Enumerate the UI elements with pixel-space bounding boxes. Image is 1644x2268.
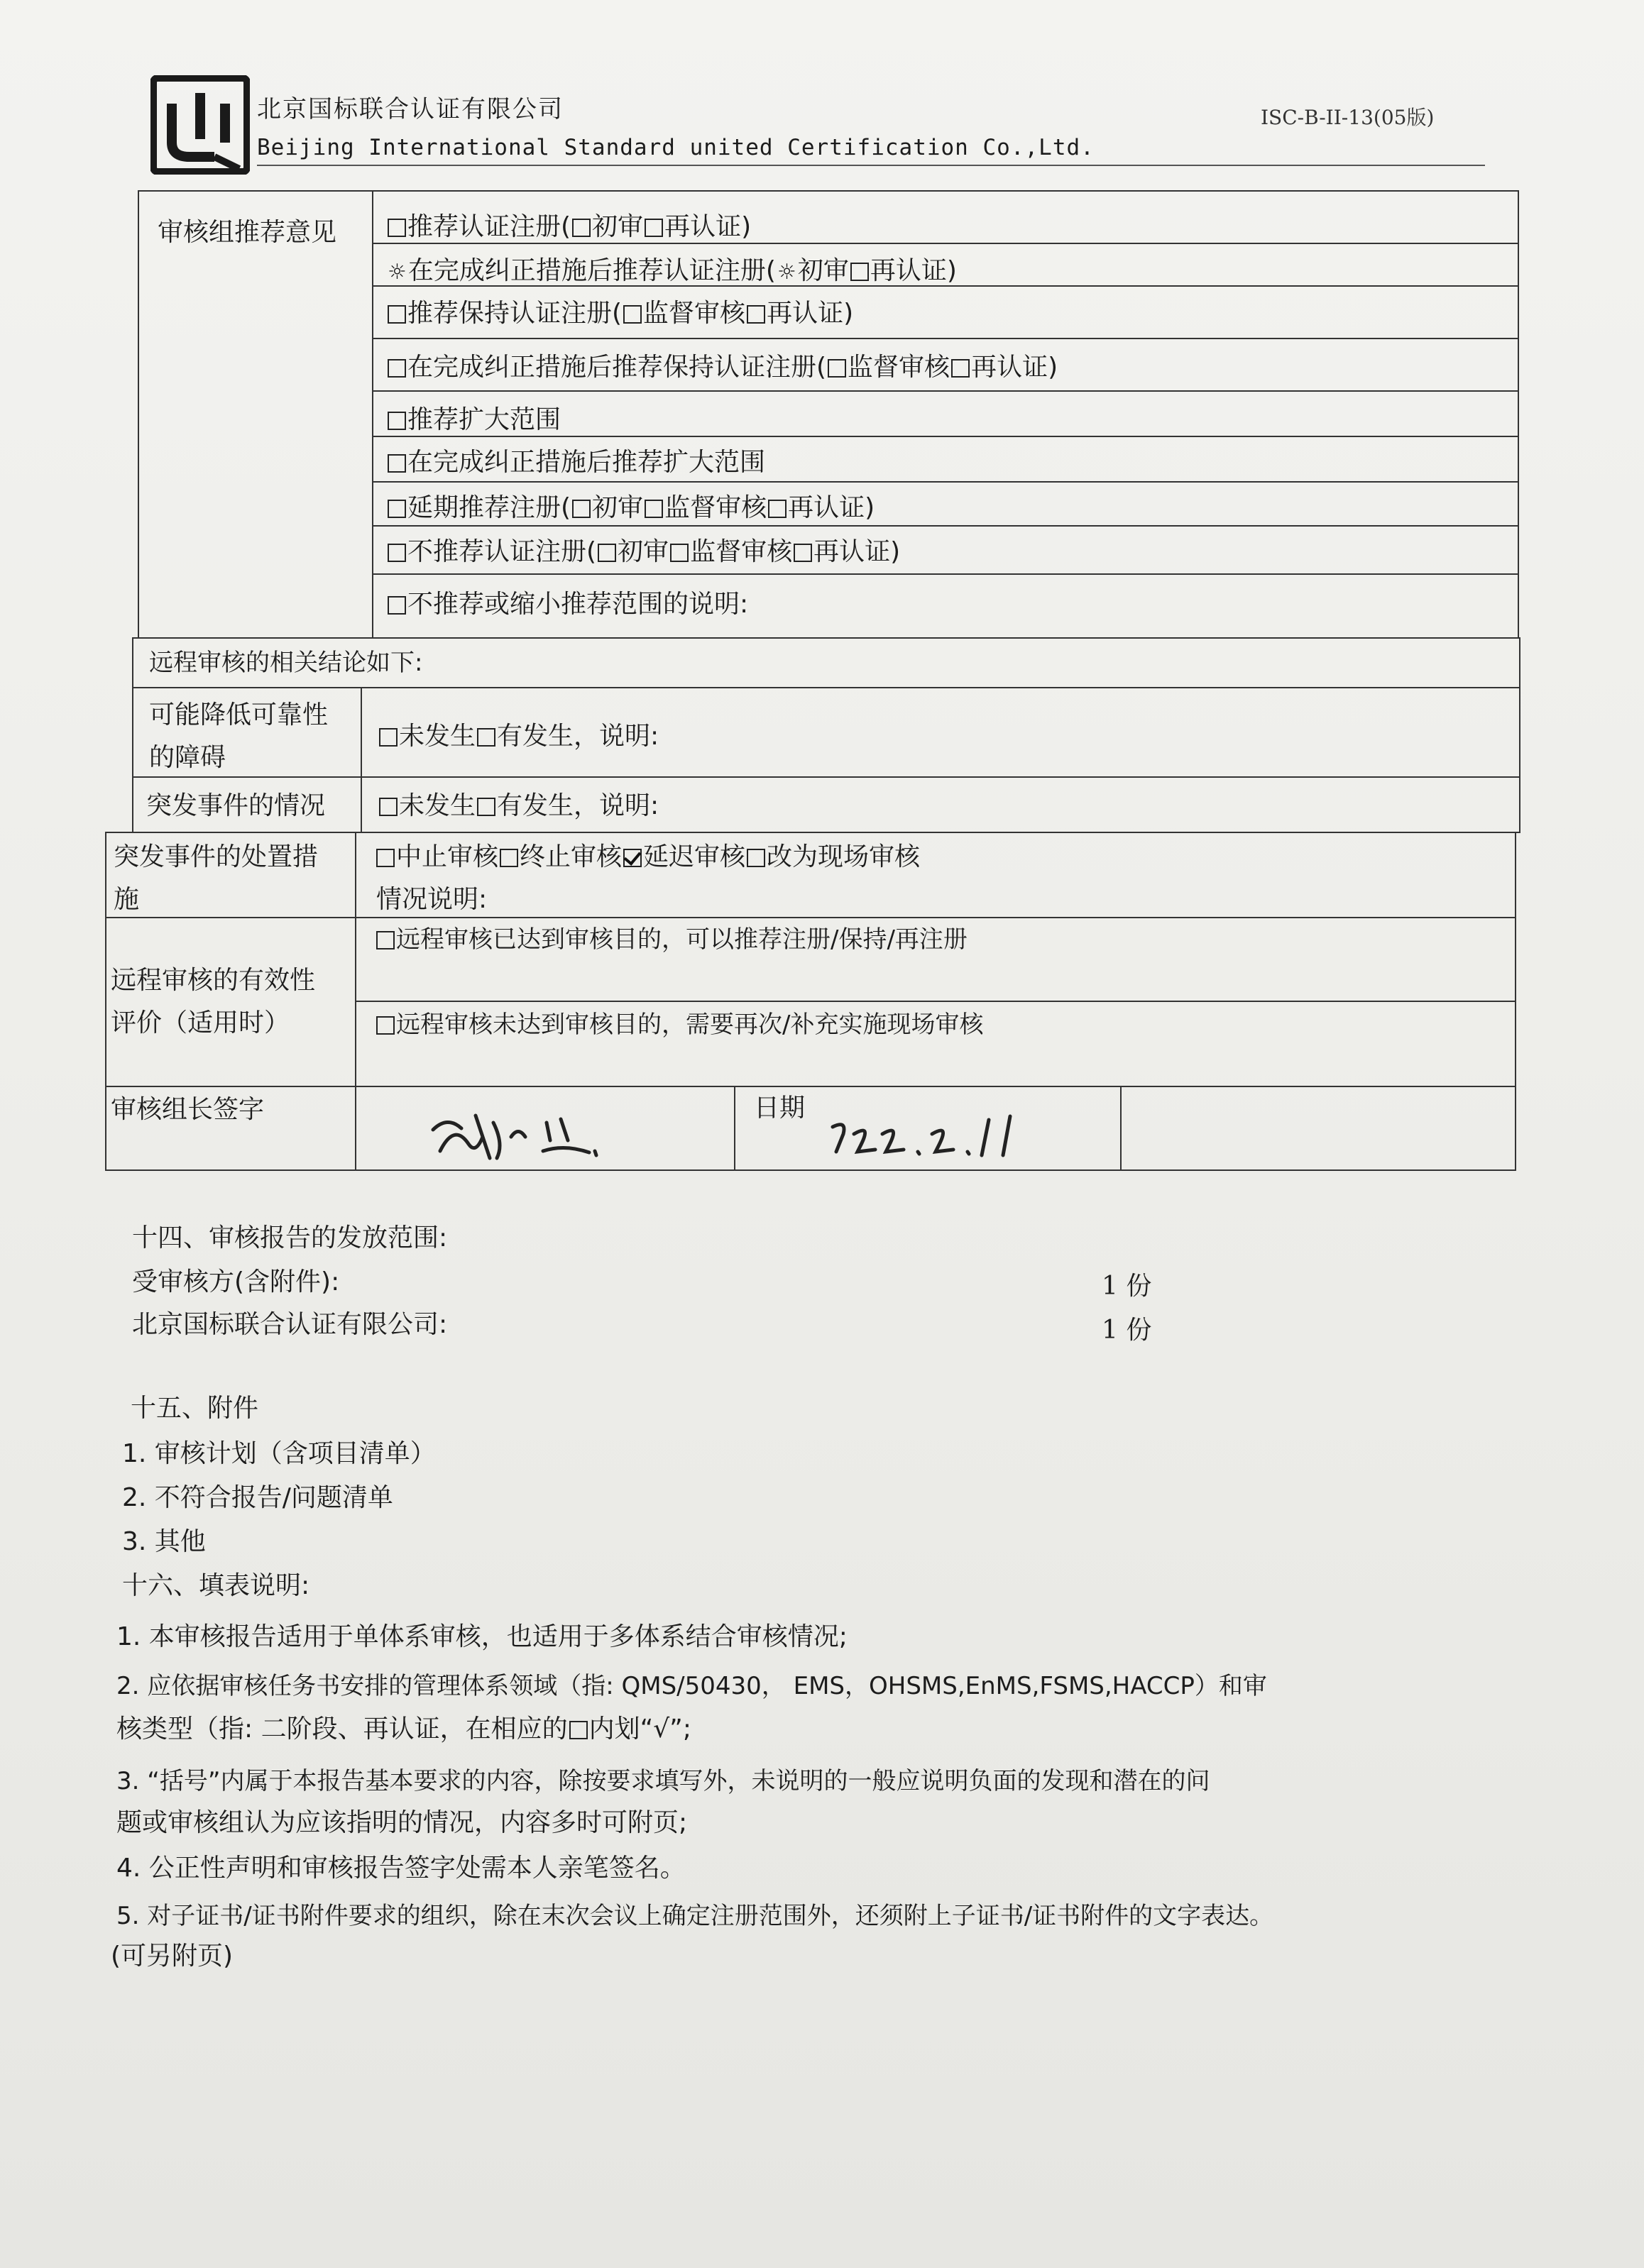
option-checkbox[interactable] bbox=[598, 544, 616, 562]
validity-label-cont: 评价（适用时） bbox=[111, 1008, 290, 1037]
validity-no: 远程审核未达到审核目的，需要再次/补充实施现场审核 bbox=[375, 1011, 983, 1040]
isc-logo-icon bbox=[150, 75, 250, 175]
checkbox-not-occurred-2[interactable] bbox=[379, 798, 398, 816]
date-label: 日期 bbox=[754, 1094, 806, 1123]
option-checkbox[interactable] bbox=[747, 305, 765, 324]
recommend-item: 推荐保持认证注册( 监督审核 再认证) bbox=[386, 298, 853, 329]
validity-label: 远程审核的有效性 bbox=[111, 966, 316, 995]
validity-yes: 远程审核已达到审核目的，可以推荐注册/保持/再注册 bbox=[375, 925, 968, 954]
obstacle-label-cont: 的障碍 bbox=[149, 743, 226, 772]
measure-label-cont: 施 bbox=[114, 885, 140, 914]
leader-sign-label: 审核组长签字 bbox=[111, 1095, 265, 1124]
measure-note: 情况说明: bbox=[376, 885, 488, 914]
instruction-3b: 题或审核组认为应该指明的情况，内容多时可附页; bbox=[116, 1808, 688, 1837]
option-checkbox[interactable] bbox=[850, 263, 869, 281]
checkbox-validity-yes[interactable] bbox=[376, 931, 395, 949]
recommend-item: 在完成纠正措施后推荐扩大范围 bbox=[386, 447, 765, 478]
distribution-qty-1: 1 份 bbox=[1102, 1272, 1152, 1301]
checkbox-occurred[interactable] bbox=[477, 728, 495, 747]
checkbox-occurred-2[interactable] bbox=[477, 798, 495, 816]
sun-mark-icon[interactable]: ☼ bbox=[388, 260, 407, 285]
instruction-5a: 5. 对子证书/证书附件要求的组织，除在末次会议上确定注册范围外，还须附上子证书/证书附件的文字表达。 bbox=[116, 1902, 1274, 1930]
recommend-checkbox[interactable] bbox=[388, 412, 406, 430]
remote-title: 远程审核的相关结论如下: bbox=[149, 649, 423, 677]
distribution-qty-2: 1 份 bbox=[1102, 1316, 1152, 1345]
recommend-item: 延期推荐注册( 初审 监督审核 再认证) bbox=[386, 492, 875, 523]
emergency-options: 未发生 有发生，说明: bbox=[378, 791, 659, 821]
recommend-item: 不推荐或缩小推荐范围的说明: bbox=[386, 589, 748, 620]
recommend-checkbox[interactable] bbox=[388, 359, 406, 378]
instruction-4: 4. 公正性声明和审核报告签字处需本人亲笔签名。 bbox=[116, 1854, 686, 1883]
recommend-item: 不推荐认证注册( 初审 监督审核 再认证) bbox=[386, 536, 900, 567]
instructions-title: 十六、填表说明: bbox=[122, 1571, 310, 1600]
instruction-2b: 核类型（指: 二阶段、再认证，在相应的 内划“√”; bbox=[116, 1714, 691, 1744]
sun-mark-icon[interactable]: ☼ bbox=[777, 260, 796, 285]
measure-checkbox[interactable] bbox=[376, 849, 395, 867]
attachment-item-3: 3. 其他 bbox=[122, 1527, 206, 1556]
measure-checkbox[interactable] bbox=[747, 849, 765, 867]
attachment-item-1: 1. 审核计划（含项目清单） bbox=[122, 1439, 436, 1468]
company-name-en: Beijing International Standard united Certification Co.,Ltd. bbox=[257, 135, 1095, 160]
option-checkbox[interactable] bbox=[572, 500, 591, 518]
checkbox-not-occurred[interactable] bbox=[379, 728, 398, 747]
option-checkbox[interactable] bbox=[645, 500, 663, 518]
recommend-item: 推荐认证注册( 初审 再认证) bbox=[386, 211, 751, 242]
obstacle-options: 未发生 有发生，说明: bbox=[378, 721, 659, 752]
handwritten-date bbox=[829, 1113, 1042, 1162]
option-checkbox[interactable] bbox=[794, 544, 812, 562]
distribution-row-2: 北京国标联合认证有限公司: bbox=[132, 1310, 448, 1339]
distribution-title: 十四、审核报告的发放范围: bbox=[132, 1223, 448, 1253]
measure-checkbox[interactable] bbox=[623, 849, 642, 867]
measure-label: 突发事件的处置措 bbox=[114, 842, 319, 871]
header-rule bbox=[257, 165, 1485, 166]
recommend-item: ☼在完成纠正措施后推荐认证注册(☼初审 再认证) bbox=[388, 256, 957, 285]
distribution-row-1: 受审核方(含附件): bbox=[132, 1267, 340, 1297]
instruction-3a: 3. “括号”内属于本报告基本要求的内容，除按要求填写外，未说明的一般应说明负面的发现和潜在的问 bbox=[116, 1767, 1210, 1795]
option-checkbox[interactable] bbox=[623, 305, 642, 324]
option-checkbox[interactable] bbox=[768, 500, 787, 518]
obstacle-label: 可能降低可靠性 bbox=[149, 700, 329, 730]
leader-signature bbox=[426, 1101, 610, 1165]
instruction-5b: (可另附页) bbox=[111, 1942, 234, 1971]
attachment-item-2: 2. 不符合报告/问题清单 bbox=[122, 1483, 393, 1512]
example-checkbox bbox=[569, 1721, 588, 1739]
measure-options: 中止审核 终止审核 延迟审核 改为现场审核 bbox=[375, 842, 920, 872]
emergency-label: 突发事件的情况 bbox=[146, 791, 326, 820]
measure-checkbox[interactable] bbox=[500, 849, 518, 867]
recommend-item: 推荐扩大范围 bbox=[386, 404, 561, 435]
recommend-checkbox[interactable] bbox=[388, 500, 406, 518]
recommend-checkbox[interactable] bbox=[388, 596, 406, 615]
company-name-cn: 北京国标联合认证有限公司 bbox=[257, 95, 564, 123]
recommend-checkbox[interactable] bbox=[388, 544, 406, 562]
recommend-checkbox[interactable] bbox=[388, 219, 406, 237]
option-checkbox[interactable] bbox=[670, 544, 689, 562]
attachments-title: 十五、附件 bbox=[131, 1394, 259, 1423]
recommend-checkbox[interactable] bbox=[388, 305, 406, 324]
document-code: ISC-B-II-13(05版) bbox=[1261, 106, 1435, 129]
checkbox-validity-no[interactable] bbox=[376, 1016, 395, 1035]
recommend-checkbox[interactable] bbox=[388, 454, 406, 473]
recommend-label: 审核组推荐意见 bbox=[158, 218, 337, 247]
instruction-1: 1. 本审核报告适用于单体系审核，也适用于多体系结合审核情况; bbox=[116, 1622, 848, 1651]
option-checkbox[interactable] bbox=[572, 219, 591, 237]
recommend-item: 在完成纠正措施后推荐保持认证注册( 监督审核 再认证) bbox=[386, 352, 1058, 382]
option-checkbox[interactable] bbox=[828, 359, 846, 378]
option-checkbox[interactable] bbox=[951, 359, 970, 378]
instruction-2a: 2. 应依据审核任务书安排的管理体系领域（指: QMS/50430， EMS，OHSMS,EnMS,FSMS,HACCP）和审 bbox=[116, 1672, 1267, 1700]
option-checkbox[interactable] bbox=[645, 219, 663, 237]
